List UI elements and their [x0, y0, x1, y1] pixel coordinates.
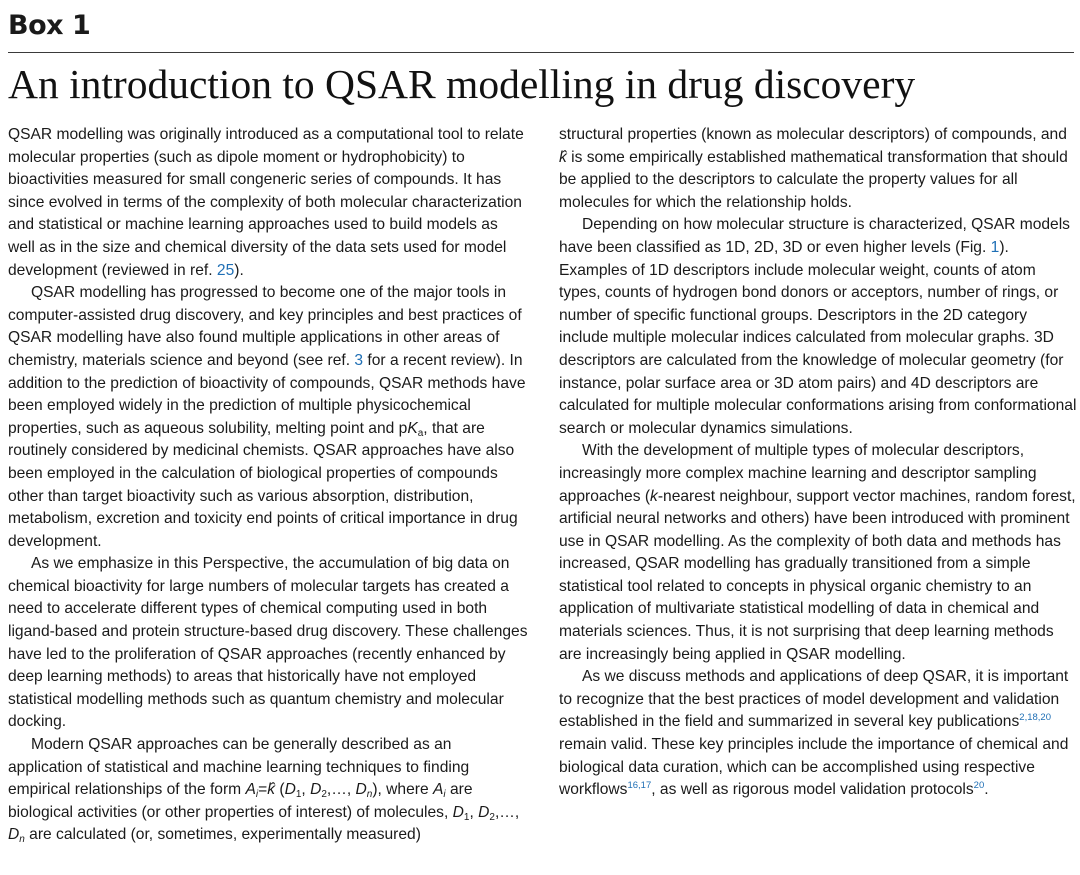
header-divider: [8, 52, 1074, 53]
reference-link[interactable]: 3: [354, 351, 364, 369]
reference-link[interactable]: 25: [216, 261, 235, 279]
paragraph-progress: QSAR modelling has progressed to become one of the major tools in computer-assisted drug discovery, and key principles and best practices of QSAR modelling have also found multiple applications in other areas of chemistry, materials science and beyond (see ref. 3 for a recent review). In addition to the prediction of bioactivity of compounds, QSAR methods have been employed widely in the prediction of multiple physicochemical properties, such as aqueous solubility, melting point and $pK_a$, that are routinely considered by medicinal chemists. QSAR approaches have also been employed in the calculation of biological properties of compounds other than target bioactivity such as various absorption, distribution, metabolism, excretion and toxicity end points of critical importance in drug development.: [8, 284, 526, 550]
reference-link[interactable]: 16,17: [627, 780, 652, 792]
paragraph-modern-qsar: Modern QSAR approaches can be generally described as an application of statistical and machine learning techniques to finding empirical relationships of the form $A_i=k̂$ ($D_1$, $D_2,\dots$, $D_n$), where $A_i$ are biological activities (or other properties of interest) of molecules, $D_1$, $D_2,\dots$, $D_n$ are calculated (or, sometimes, experimentally measured): [8, 736, 520, 846]
reference-link[interactable]: 20: [973, 780, 985, 792]
left-column: [8, 124, 528, 847]
right-column: [559, 124, 1079, 802]
paragraph-best-practices: As we discuss methods and applications of deep QSAR, it is important to recognize that the best practices of model development and validation established in the field and summarized in several key publications$^{2,18,20}$ remain valid. These key principles include the importance of chemical and biological data curation, which can be accomplished using respective workflows$^{16,17}$, as well as rigorous model validation protocols$^{20}$.: [559, 668, 1069, 799]
box-title: An introduction to QSAR modelling in drug discovery: [8, 61, 916, 107]
paragraph-intro: QSAR modelling was originally introduced as a computational tool to relate molecular properties (such as dipole moment or hydrophobicity) to bioactivities measured for small congeneric series of compounds. It has since evolved in terms of the complexity of both molecular characterization and statistical or machine learning approaches used to build models as well as in the size and chemical diversity of the data sets used for model development (reviewed in ref. 25).: [8, 126, 524, 279]
paragraph-big-data: As we emphasize in this Perspective, the accumulation of big data on chemical bioactivity for large numbers of molecular targets has created a need to accelerate different types of chemical computing used in both ligand-based and protein structure-based drug discovery. These challenges have led to the proliferation of QSAR approaches (recently enhanced by deep learning methods) to areas that historically have not employed statistical modelling methods such as quantum chemistry and molecular docking.: [8, 555, 528, 731]
figure-link[interactable]: 1: [990, 238, 1000, 256]
reference-link[interactable]: 2,18,20: [1019, 712, 1051, 724]
paragraph-continuation: structural properties (known as molecular descriptors) of compounds, and k̂ is some empirically established mathematical transformation that should be applied to the descriptors to calculate the property values for all molecules for which the relationship holds.: [559, 126, 1068, 211]
paragraph-machine-learning: With the development of multiple types of molecular descriptors, increasingly more complex machine learning and descriptor sampling approaches (k-nearest neighbour, support vector machines, random forest, artificial neural networks and others) have been introduced with prominent use in QSAR modelling. As the complexity of both data and methods has increased, QSAR modelling has gradually transitioned from a simple statistical tool related to concepts in physical organic chemistry to an application of multivariate statistical modelling of data in chemical and materials sciences. Thus, it is not surprising that deep learning methods are increasingly being applied in QSAR modelling.: [559, 442, 1076, 663]
box-label: Box 1: [8, 10, 91, 41]
paragraph-descriptors: Depending on how molecular structure is characterized, QSAR models have been classified as 1D, 2D, 3D or even higher levels (Fig. 1). Examples of 1D descriptors include molecular weight, counts of atom types, counts of hydrogen bond donors or acceptors, number of rings, or number of specific functional groups. Descriptors in the 2D category include multiple molecular indices calculated from molecular graphs. 3D descriptors are calculated from the knowledge of molecular geometry (for instance, polar surface area or 3D atom pairs) and 4D descriptors are calculated for multiple molecular conformations arising from conformational search or molecular dynamics simulations.: [559, 216, 1077, 437]
